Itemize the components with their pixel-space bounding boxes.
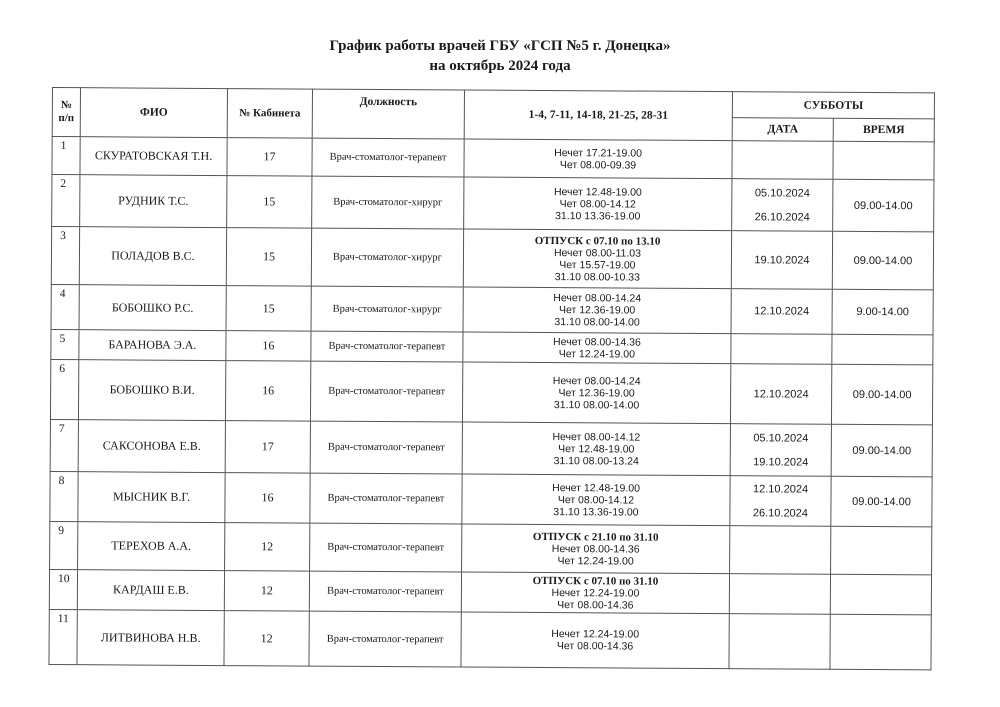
- saturday-date: 26.10.2024: [754, 210, 810, 224]
- doctor-position: Врач-стоматолог-хирург: [311, 228, 463, 287]
- weekday-schedule: [464, 139, 732, 179]
- doctor-position: Врач-стоматолог-терапевт: [309, 571, 461, 612]
- schedule-line: 31.10 13.36-19.00: [555, 209, 641, 223]
- row-number: 10: [49, 569, 77, 609]
- row-number: 11: [49, 609, 77, 664]
- row-number: 6: [50, 359, 78, 419]
- header-date: ДАТА: [732, 118, 833, 142]
- schedule-line: Нечет 08.00-14.24: [553, 292, 642, 305]
- saturday-time: [833, 141, 934, 180]
- schedule-line: Чет 12.24-19.00: [557, 554, 634, 568]
- saturday-date: 26.10.2024: [752, 506, 808, 520]
- schedule-line: Нечет 08.00-14.36: [553, 335, 641, 349]
- saturday-time: [831, 526, 932, 575]
- saturday-date: 05.10.2024: [753, 431, 809, 445]
- saturday-time: 09.00-14.00: [831, 364, 932, 425]
- schedule-line: Нечет 08.00-14.24: [552, 374, 641, 388]
- schedule-line: Нечет 17.21-19.00: [554, 146, 643, 160]
- row-number: 9: [50, 521, 78, 569]
- header-cabinet: № Кабинета: [227, 89, 312, 139]
- cabinet-number: 15: [227, 176, 312, 229]
- doctor-position: Врач-стоматолог-терапевт: [310, 421, 462, 474]
- schedule-line: 31.10 08.00-10.33: [554, 270, 641, 284]
- cabinet-number: 16: [225, 361, 310, 422]
- doctor-position: Врач-стоматолог-хирург: [312, 176, 464, 229]
- doctor-name: СКУРАТОВСКАЯ Т.Н.: [80, 137, 227, 176]
- doctor-position: Врач-стоматолог-терапевт: [310, 473, 462, 524]
- title-line-2: на октябрь 2024 года: [429, 58, 571, 74]
- weekday-schedule: [462, 362, 730, 424]
- row-number: 8: [50, 471, 78, 521]
- row-number: 2: [52, 175, 80, 227]
- cabinet-number: 17: [227, 138, 312, 177]
- schedule-line: Чет 08.00-14.12: [557, 493, 635, 507]
- schedule-line: 31.10 13.36-19.00: [553, 505, 639, 519]
- table-row: [51, 227, 933, 290]
- header-time: ВРЕМЯ: [833, 118, 934, 142]
- doctor-name: КАРДАШ Е.В.: [77, 570, 224, 611]
- schedule-line: Чет 12.36-19.00: [558, 304, 636, 317]
- schedule-line: Чет 12.24-19.00: [558, 347, 636, 361]
- schedule-line: Чет 08.00-14.36: [556, 640, 634, 653]
- doctor-name: БОБОШКО В.И.: [78, 360, 225, 421]
- saturday-time: [830, 614, 931, 670]
- table-row: [50, 419, 932, 476]
- saturday-time: [830, 574, 931, 615]
- saturday-dates: [730, 424, 831, 477]
- weekday-schedule: [464, 177, 732, 231]
- table-row: [50, 471, 932, 526]
- schedule-rows: [49, 137, 934, 670]
- doctor-position: Врач-стоматолог-терапевт: [310, 361, 462, 422]
- schedule-line: Нечет 12.48-19.00: [552, 481, 641, 495]
- saturday-time: 09.00-14.00: [831, 476, 932, 527]
- table-row: [52, 175, 934, 232]
- doctor-name: ТЕРЕХОВ А.А.: [78, 522, 225, 571]
- table-row: [51, 284, 933, 334]
- doctor-name: САКСОНОВА Е.В.: [78, 420, 225, 473]
- schedule-line: Чет 12.36-19.00: [558, 386, 635, 400]
- schedule-line: Чет 08.00-14.12: [559, 197, 636, 211]
- cabinet-number: 16: [225, 473, 310, 524]
- doctor-name: РУДНИК Т.С.: [80, 175, 227, 228]
- saturday-date: 19.10.2024: [754, 253, 810, 267]
- saturday-date: 12.10.2024: [754, 305, 810, 318]
- saturday-date: 12.10.2024: [752, 482, 809, 496]
- header-saturdays: СУББОТЫ: [732, 92, 934, 119]
- saturday-dates: [731, 231, 832, 290]
- schedule-line: Нечет 12.48-19.00: [553, 185, 642, 199]
- saturday-dates: [732, 141, 833, 180]
- doctor-name: БОБОШКО Р.С.: [79, 285, 226, 331]
- vacation-note: ОТПУСК с 07.10 по 31.10: [532, 574, 659, 588]
- header-position: Должность: [312, 89, 464, 139]
- schedule-line: 31.10 08.00-14.00: [554, 316, 640, 329]
- saturday-time: 9.00-14.00: [832, 289, 933, 335]
- cabinet-number: 15: [226, 286, 311, 332]
- table-row: [50, 521, 932, 574]
- doctor-position: Врач-стоматолог-терапевт: [310, 523, 462, 572]
- weekday-schedule: [462, 524, 730, 574]
- saturday-date: 05.10.2024: [754, 186, 810, 200]
- table-row: [50, 359, 932, 424]
- schedule-line: Нечет 12.24-19.00: [551, 586, 640, 600]
- date-gap: [733, 445, 829, 456]
- saturday-dates: [730, 526, 831, 575]
- row-number: 4: [51, 284, 79, 329]
- table-row: [49, 609, 931, 669]
- saturday-time: 09.00-14.00: [831, 424, 932, 477]
- schedule-line: Нечет 08.00-14.36: [551, 542, 640, 556]
- doctor-position: Врач-стоматолог-терапевт: [312, 138, 464, 177]
- date-gap: [732, 496, 828, 507]
- row-number: 1: [52, 137, 80, 175]
- cabinet-number: 12: [224, 571, 309, 612]
- weekday-schedule: [461, 612, 729, 669]
- schedule-line: Чет 08.00-09.39: [559, 158, 637, 172]
- cabinet-number: 16: [226, 331, 311, 362]
- schedule-line: Чет 15.57-19.00: [559, 258, 636, 272]
- cabinet-number: 12: [225, 523, 310, 572]
- saturday-time: 09.00-14.00: [833, 179, 934, 232]
- saturday-dates: [732, 179, 833, 232]
- weekday-schedule: [462, 422, 730, 476]
- document-title: [0, 36, 1000, 76]
- table-row: [49, 569, 931, 614]
- saturday-date: 12.10.2024: [753, 387, 809, 401]
- schedule-line: Чет 12.48-19.00: [558, 442, 635, 456]
- saturday-dates: [729, 574, 830, 615]
- schedule-line: Нечет 08.00-14.12: [552, 430, 641, 444]
- row-number: 3: [51, 227, 79, 285]
- header-num: № п/п: [52, 88, 80, 137]
- date-gap: [734, 200, 830, 211]
- doctor-name: ПОЛАДОВ В.С.: [79, 227, 226, 286]
- doctor-name: МЫСНИК В.Г.: [78, 472, 225, 523]
- saturday-dates: [729, 614, 830, 670]
- weekday-schedule: [463, 287, 731, 334]
- schedule-line: Нечет 08.00-11.03: [553, 246, 642, 260]
- header-fio: ФИО: [80, 88, 227, 138]
- saturday-dates: [730, 364, 831, 425]
- cabinet-number: 17: [225, 421, 310, 474]
- schedule-line: Нечет 12.24-19.00: [551, 628, 640, 641]
- vacation-note: ОТПУСК с 07.10 по 13.10: [534, 234, 661, 248]
- saturday-time: 09.00-14.00: [832, 231, 933, 290]
- saturday-dates: [731, 334, 832, 365]
- vacation-note: ОТПУСК с 21.10 по 31.10: [532, 530, 659, 544]
- weekday-schedule: [462, 474, 730, 526]
- weekday-schedule: [463, 332, 731, 364]
- title-line-1: График работы врачей ГБУ «ГСП №5 г. Донецка»: [329, 38, 671, 54]
- schedule-line: Чет 08.00-14.36: [557, 598, 634, 612]
- cabinet-number: 12: [224, 611, 309, 667]
- schedule-line: 31.10 08.00-14.00: [553, 398, 640, 412]
- doctor-position: Врач-стоматолог-терапевт: [311, 331, 463, 362]
- schedule-line: 31.10 08.00-13.24: [553, 454, 639, 468]
- table-row: [52, 137, 934, 180]
- header-days: 1-4, 7-11, 14-18, 21-25, 28-31: [464, 90, 732, 141]
- row-number: 7: [50, 419, 78, 471]
- doctor-name: ЛИТВИНОВА Н.В.: [77, 610, 224, 666]
- saturday-dates: [730, 476, 831, 527]
- row-number: 5: [51, 329, 79, 359]
- saturday-date: 19.10.2024: [753, 455, 809, 469]
- weekday-schedule: [461, 572, 729, 614]
- saturday-time: [832, 334, 933, 365]
- doctor-name: БАРАНОВА Э.А.: [79, 330, 226, 361]
- weekday-schedule: [463, 229, 731, 289]
- schedule-table: [48, 87, 935, 670]
- cabinet-number: 15: [226, 228, 311, 287]
- saturday-dates: [731, 289, 832, 335]
- doctor-position: Врач-стоматолог-терапевт: [309, 611, 461, 667]
- doctor-position: Врач-стоматолог-хирург: [311, 286, 463, 332]
